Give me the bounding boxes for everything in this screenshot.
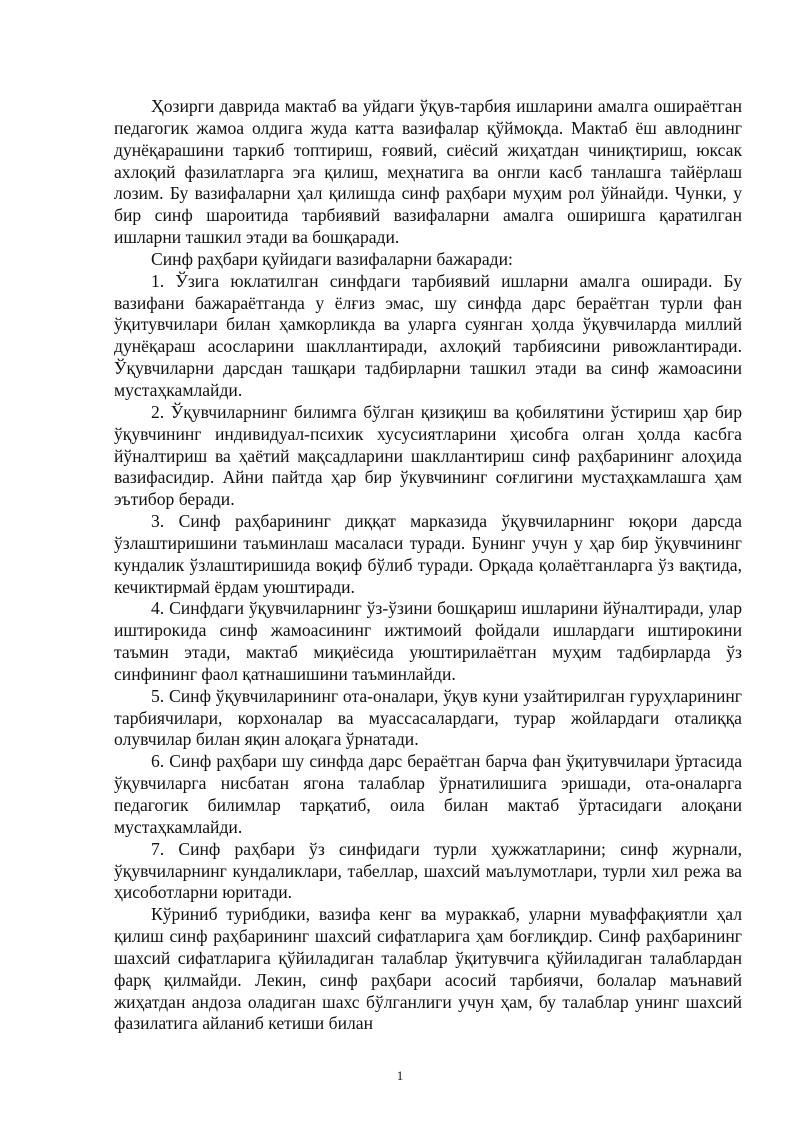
paragraph-duty-5: 5. Синф ўқувчиларининг ота-оналари, ўқув куни узайтирилган гуруҳларининг тарбиячилари, корхоналар ва муассасалардаги, турар жойлардаги оталиққа олувчилар билан яқин алоқага ўрнатади. [114,685,742,750]
paragraph-duties-heading: Синф раҳбари қуйидаги вазифаларни бажаради: [151,248,513,269]
paragraph-duty-3: 3. Синф раҳбарининг диққат марказида ўқувчиларнинг юқори дарсда ўзлаштиришини таъминлаш масаласи туради. Бунинг учун у ҳар бир ўқувчининг кундалик ўзлаштиришида воқиф бўлиб туради. Орқада қолаётганларга ўз вақтида, кечиктирмай ёрдам уюштиради. [114,511,742,597]
paragraph-duty-6: 6. Синф раҳбари шу синфда дарс бераётган барча фан ўқитувчилари ўртасида ўқувчиларга нисбатан ягона талаблар ўрнатилишига эришади, ота-оналарга педагогик билимлар тарқатиб, оила билан мактаб ўртасидаги алоқани мустаҳкамлайди. [114,751,742,837]
document-body [114,96,742,1035]
paragraph-duty-2: 2. Ўқувчиларнинг билимга бўлган қизиқиш ва қобилятини ўстириш ҳар бир ўқувчининг индивидуал-психик хусусиятларини ҳисобга олган ҳолда касбга йўналтириш ва ҳаётий мақсадларини шакллантириш синф раҳбарининг алоҳида вазифасидир. Айни пайтда ҳар бир ўкувчининг соғлигини мустаҳкамлашга ҳам эътибор беради. [114,401,742,510]
paragraph-conclusion: Кўриниб турибдики, вазифа кенг ва мураккаб, уларни муваффақиятли ҳал қилиш синф раҳбарининг шахсий сифатларига ҳам боғлиқдир. Синф раҳбарининг шахсий сифатларига қўйиладиган талаблар ўқитувчига қўйиладиган талаблардан фарқ қилмайди. Лекин, синф раҳбари асосий тарбиячи, болалар маънавий жиҳатдан андоза оладиган шахс бўлганлиги учун ҳам, бу талаблар унинг шахсий фазилатига айланиб кетиши билан [114,904,742,1034]
paragraph-duty-1: 1. Ўзига юклатилган синфдаги тарбиявий ишларни амалга оширади. Бу вазифани бажараётганда у ёлғиз эмас, шу синфда дарс бераётган турли фан ўқитувчилари билан ҳамкорликда ва уларга суянган ҳолда ўқувчиларда миллий дунёқараш асосларини шакллантиради, ахлоқий тарбиясини ривожлантиради. Ўқувчиларни дарсдан ташқари тадбирларни ташкил этади ва синф жамоасини мустаҳкамлайди. [114,270,742,400]
page-number: 1 [396,1068,404,1083]
paragraph-duty-7: 7. Синф раҳбари ўз синфидаги турли ҳужжатларини; синф журнали, ўқувчиларнинг кундаликлари, табеллар, шахсий маълумотлари, турли хил режа ва ҳисоботларни юритади. [114,838,742,903]
paragraph-intro: Ҳозирги даврида мактаб ва уйдаги ўқув-тарбия ишларини амалга ошираётган педагогик жамоа олдига жуда катта вазифалар қўймоқда. Мактаб ёш авлоднинг дунёқарашини таркиб топтириш, ғоявий, сиёсий жиҳатдан чиниқтириш, юксак ахлоқий фазилатларга эга қилиш, меҳнатига ва онгли касб танлашга тайёрлаш лозим. Бу вазифаларни ҳал қилишда синф раҳбари муҳим рол ўйнайди. Чунки, у бир синф шароитида тарбиявий вазифаларни амалга оширишга қаратилган ишларни ташкил этади ва бошқаради. [114,96,742,248]
paragraph-duty-4: 4. Синфдаги ўқувчиларнинг ўз-ўзини бошқариш ишларини йўналтиради, улар иштирокида синф жамоасининг ижтимоий фойдали ишлардаги иштирокини таъмин этади, мактаб миқиёсида уюштирилаётган муҳим тадбирларда ўз синфининг фаол қатнашишини таъминлайди. [114,598,742,684]
